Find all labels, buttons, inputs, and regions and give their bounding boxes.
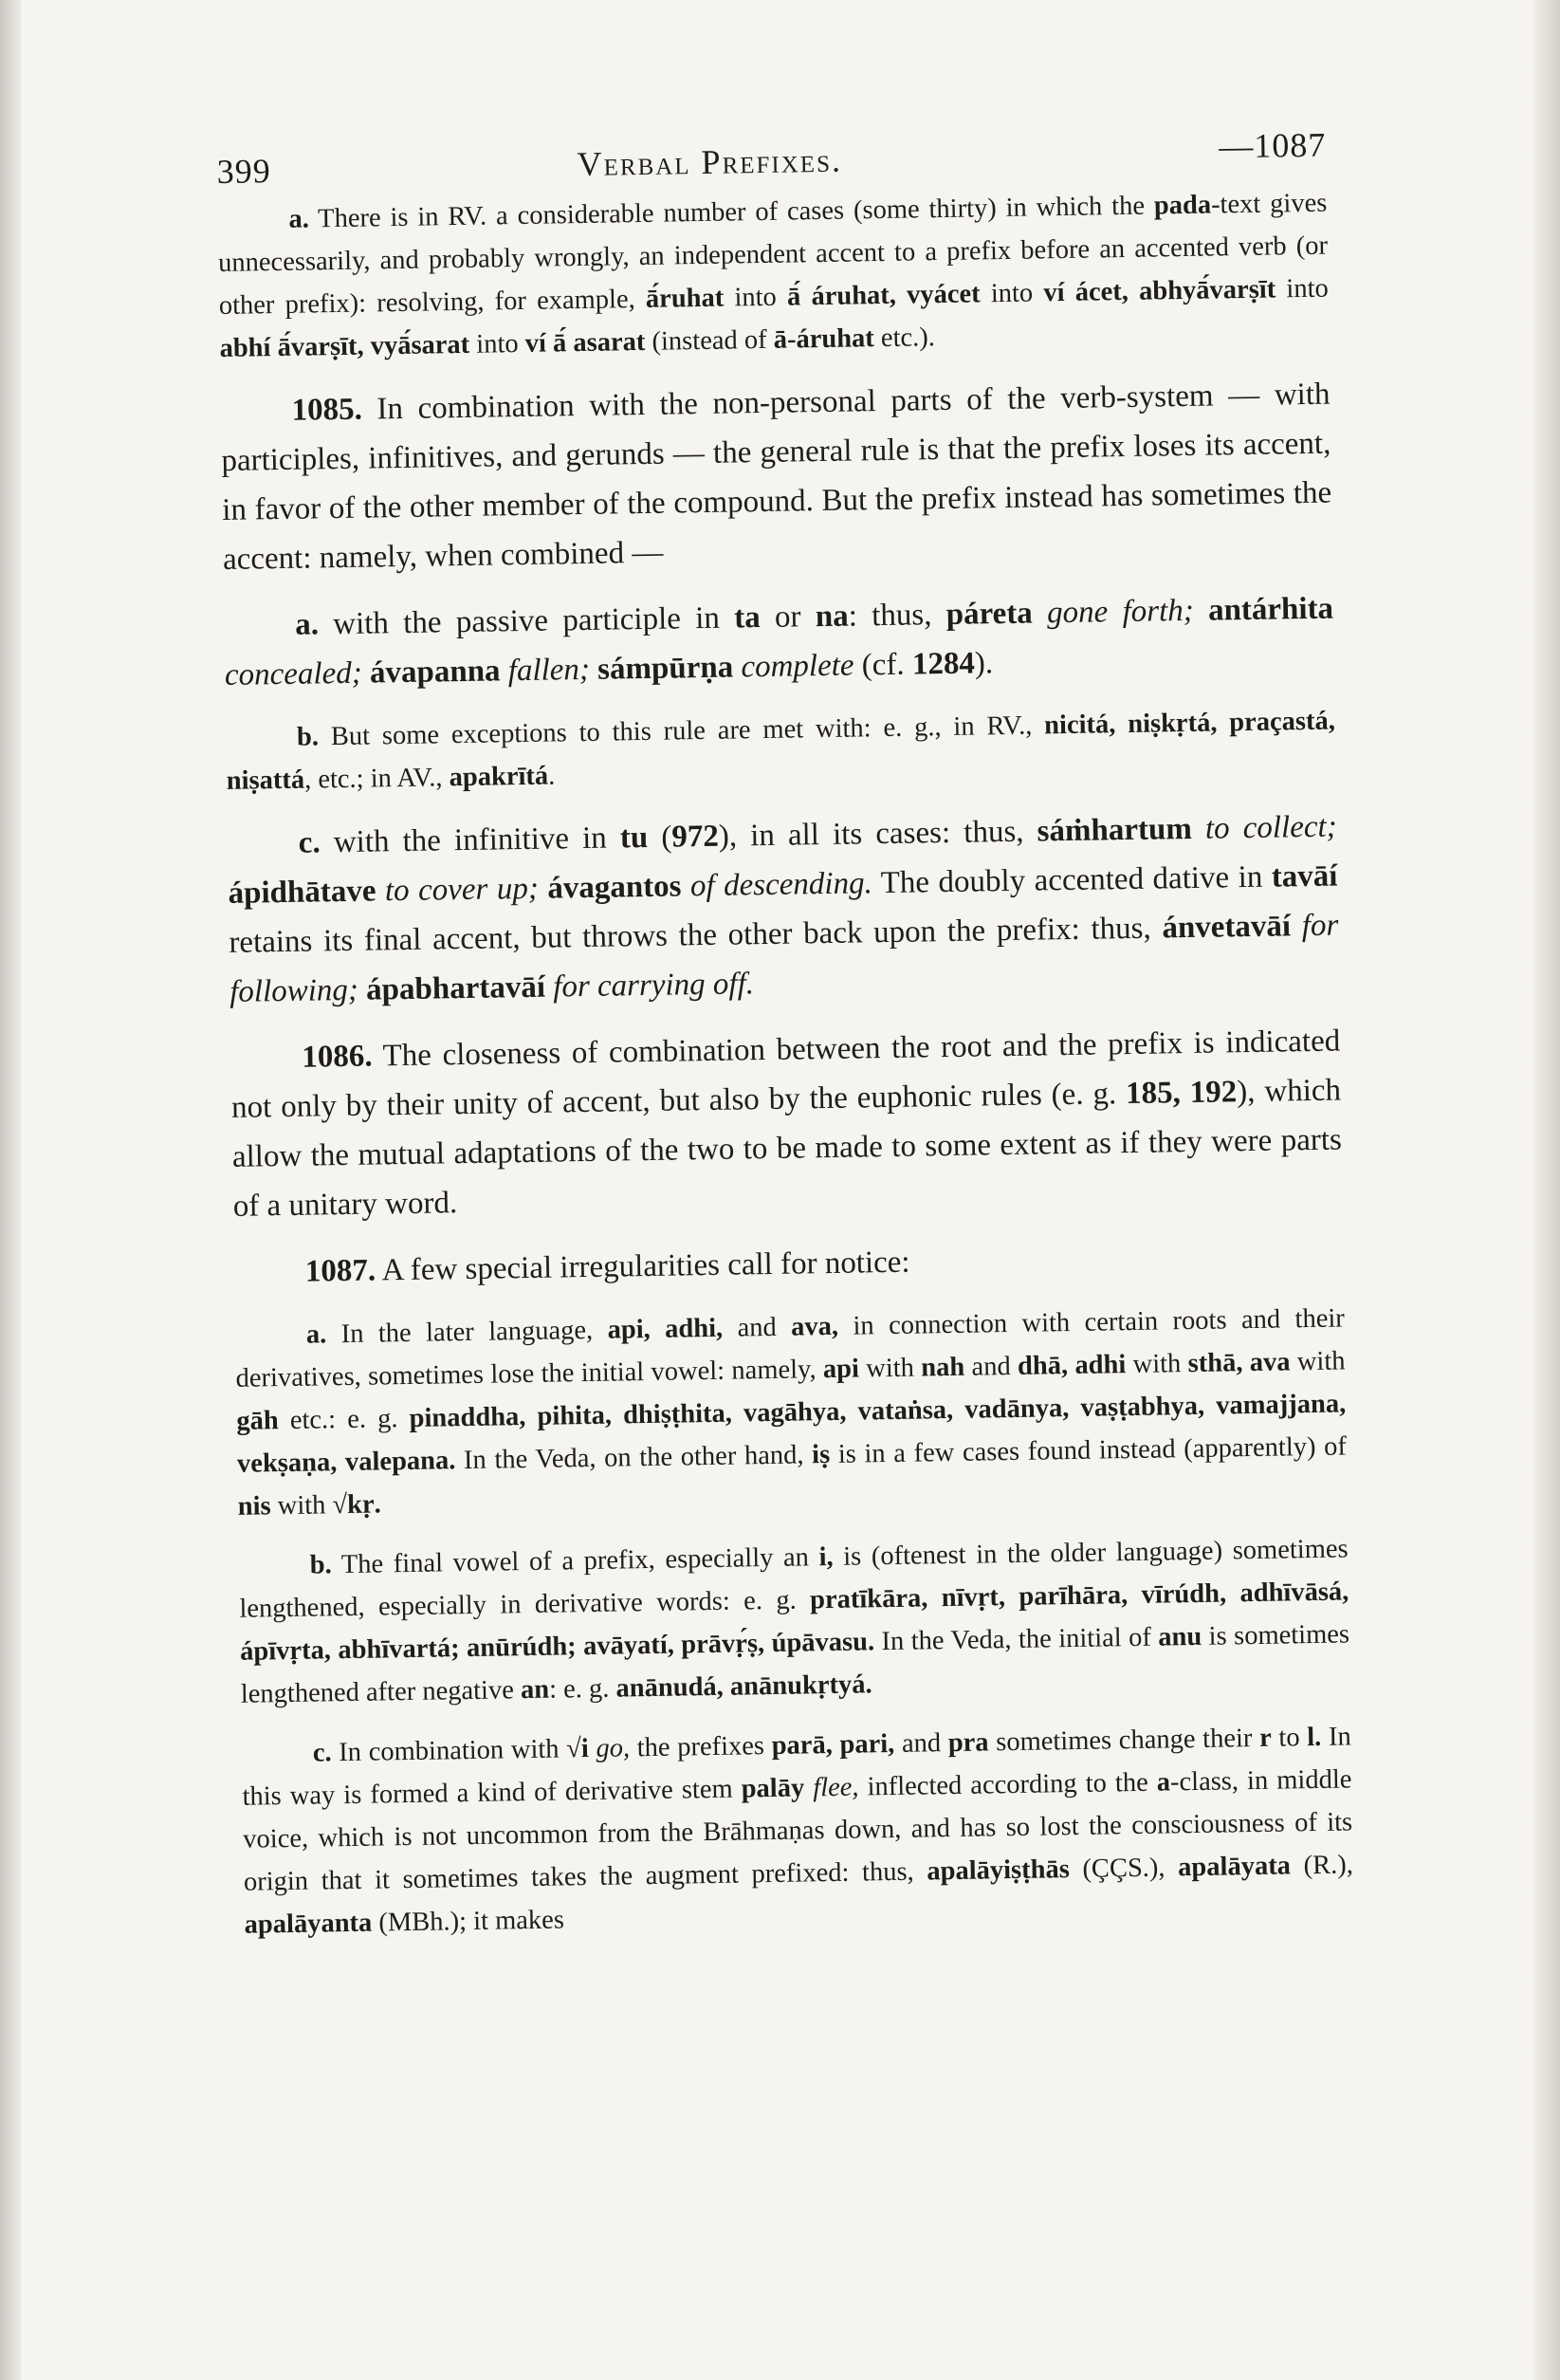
text-run: and <box>894 1728 949 1759</box>
text-run: ). <box>974 646 994 681</box>
bold-term: tu <box>619 820 649 856</box>
text-run: : e. g. <box>548 1673 616 1705</box>
bold-term: a. <box>305 1319 327 1350</box>
bold-term: a. <box>294 607 320 642</box>
bold-term: parā, pari, <box>771 1728 895 1762</box>
bold-term: nicitá, niṣkṛtá, praçastá, niṣattá <box>226 706 1336 796</box>
section-reference: —1087 <box>1219 125 1327 166</box>
section-number: 1085. <box>291 392 363 428</box>
bold-term: ā́ruhat <box>645 283 725 314</box>
text-run: (R.), <box>1290 1850 1354 1881</box>
bold-term: ápabhartavāí <box>365 969 546 1007</box>
text-run: . <box>547 761 556 791</box>
text-run: In the later language, <box>326 1315 608 1350</box>
bold-term: √kṛ. <box>332 1489 382 1521</box>
bold-term: abhí ā́varṣīt, vyā́sarat <box>219 329 470 363</box>
scan-gutter-left <box>0 0 21 2380</box>
bold-term: nis <box>237 1491 271 1522</box>
scan-gutter-right <box>1533 0 1560 2380</box>
text-run: and <box>964 1351 1019 1382</box>
text-run: etc.: e. g. <box>278 1403 410 1436</box>
bold-term: l. <box>1307 1722 1322 1753</box>
text-run: The closeness of combination between the root and the prefix is indicated not only by their unity of accent, but also by the euphonic rules (e. g. <box>230 1024 1341 1125</box>
text-run: (MBh.); it makes <box>372 1905 565 1938</box>
bold-term: ta <box>733 600 761 636</box>
bold-term: apakrītá <box>449 761 549 793</box>
bold-term: iṣ <box>811 1440 831 1470</box>
text-run: ), in all its cases: thus, <box>718 814 1037 854</box>
paragraph-p1087c <box>241 1715 1353 1946</box>
bold-term: ápidhātave <box>228 874 376 911</box>
text-run: with <box>858 1353 922 1384</box>
text-run: with the infinitive in <box>320 821 621 860</box>
bold-term: a. <box>288 204 310 234</box>
text-run: etc.). <box>873 323 936 354</box>
paragraph-p1086 <box>230 1017 1343 1231</box>
bold-term: nah <box>921 1352 965 1383</box>
bold-term: c. <box>312 1738 332 1768</box>
bold-term: pada <box>1153 190 1212 221</box>
bold-term: pratīkāra, nīvṛt, parīhāra, vīrúdh, adhīvāsá, ápīvṛta, abhīvartá; anūrúdh; avāyatí, prāvṛ́ṣ, úpāvasu. <box>239 1577 1349 1667</box>
italic-gloss: fallen; <box>500 652 598 689</box>
text-run: and <box>722 1312 792 1343</box>
text-run: : thus, <box>848 597 947 634</box>
bold-term: antárhita <box>1207 591 1334 628</box>
bold-term: tavāí <box>1271 858 1338 895</box>
bold-term: apalāyanta <box>244 1908 373 1940</box>
italic-gloss: to collect; <box>1191 809 1337 846</box>
bold-term: ví ácet, abhyā́varṣīt <box>1043 274 1276 308</box>
section-number: 1086. <box>302 1039 373 1075</box>
italic-gloss: flee, <box>803 1772 859 1803</box>
text-run: In combination with the non-personal parts of the verb-system — with participles, infinitives, and gerunds — the general rule is that the prefix loses its accent, in favor of the other member of the compound. But the prefix instead has sometimes the accent: namely, when combined — <box>221 377 1332 577</box>
text-run: into <box>980 278 1044 309</box>
text-run: with <box>270 1490 333 1522</box>
text-run: sometimes change their <box>988 1723 1260 1758</box>
italic-gloss: complete <box>732 648 854 685</box>
text-run: (ÇÇS.), <box>1069 1853 1179 1885</box>
bold-term: pra <box>947 1727 989 1759</box>
text-run: retains its final accent, but throws the other back upon the prefix: thus, <box>229 911 1163 960</box>
bold-term: ánvetavāí <box>1162 909 1292 946</box>
italic-gloss: of descending. <box>681 866 873 904</box>
italic-gloss: for carrying off. <box>544 967 755 1005</box>
text-run: with the passive participle in <box>318 600 735 642</box>
section-number: 1087. <box>304 1253 376 1289</box>
bold-term: i, <box>818 1541 834 1573</box>
italic-gloss: gone forth; <box>1032 593 1209 631</box>
bold-term: r <box>1258 1723 1272 1753</box>
text-run: In the Veda, on the other hand, <box>455 1440 813 1476</box>
paragraph-p1087b <box>238 1527 1350 1715</box>
bold-term: 972 <box>671 819 720 855</box>
paragraph-p1085b <box>226 700 1336 803</box>
bold-term: ávapanna <box>369 654 501 691</box>
text-run: the prefixes <box>629 1731 772 1763</box>
text-run: to <box>1271 1723 1308 1753</box>
text-run: In the Veda, the initial of <box>873 1622 1159 1657</box>
text-run: The final vowel of a prefix, especially an <box>331 1542 819 1580</box>
bold-term: palāy <box>741 1773 805 1804</box>
text-run: There is in RV. a considerable number of cases (some thirty) in which the <box>308 191 1155 234</box>
italic-gloss: to cover up; <box>376 871 548 909</box>
bold-term: sámpūrṇa <box>596 650 734 687</box>
text-run: is (oftenest in the older language) sometimes lengthened, especially in derivative words: e. g. <box>239 1534 1349 1624</box>
bold-term: sthā, ava <box>1187 1347 1291 1379</box>
text-run: or <box>760 600 817 636</box>
bold-term: apalāyiṣṭhās <box>927 1854 1071 1887</box>
text-run: in connection with certain roots and their derivatives, sometimes lose the initial vowel: namely, <box>235 1303 1346 1393</box>
paragraph-p1087a <box>235 1297 1348 1527</box>
bold-term: ā-áruhat <box>773 323 875 355</box>
bold-term: 185, 192 <box>1125 1075 1238 1112</box>
text-run: -class, in middle voice, which is not uncommon from the Brāhmaṇas down, and has so lost the consciousness of its origin that it sometimes takes the augment prefixed: thus, <box>243 1764 1353 1897</box>
bold-term: ávagantos <box>547 869 682 906</box>
text-run: -text gives unnecessarily, and probably wrongly, an independent accent to a prefix before an accented verb (or other prefix): resolving, for example, <box>217 188 1329 321</box>
bold-term: api <box>822 1354 860 1385</box>
bold-term: api, adhi, <box>607 1313 724 1345</box>
bold-term: an <box>520 1674 550 1706</box>
bold-term: a <box>1156 1767 1171 1798</box>
text-run: inflected according to the <box>858 1767 1157 1802</box>
italic-gloss: go, <box>588 1733 631 1764</box>
bold-term: b. <box>309 1550 332 1580</box>
text-run: into <box>468 328 525 360</box>
bold-term: ava, <box>790 1311 839 1342</box>
text-run: In combination with <box>331 1734 567 1768</box>
bold-term: páreta <box>945 596 1034 632</box>
bold-term: sáṁhartum <box>1037 811 1193 849</box>
text-run: with <box>1290 1346 1346 1377</box>
text-run: The doubly accented dative in <box>872 859 1273 901</box>
bold-term: b. <box>296 722 320 752</box>
text-run: But some exceptions to this rule are met with: e. g., in RV., <box>318 710 1045 752</box>
italic-gloss: for following; <box>229 908 1339 1009</box>
bold-term: na <box>815 599 849 635</box>
bold-term: pinaddha, pihita, dhiṣṭhita, vagāhya, vataṅsa, vadānya, vaṣṭabhya, vamajjana, vekṣaṇa, valepana. <box>236 1389 1347 1479</box>
text-run: into <box>1275 273 1329 304</box>
text-run: (cf. <box>853 647 913 683</box>
bold-term: √i <box>565 1734 590 1764</box>
bold-term: gāh <box>236 1406 279 1436</box>
bold-term: c. <box>298 825 321 860</box>
bold-term: 1284 <box>911 646 976 682</box>
text-run: (instead of <box>645 324 774 357</box>
bold-term: ví ā́ asarat <box>524 326 646 359</box>
body-text <box>217 182 1354 1946</box>
paragraph-p1085c <box>227 803 1339 1017</box>
paragraph-p1085a-note <box>217 182 1330 370</box>
bold-term: anu <box>1158 1621 1202 1652</box>
bold-term: anānudá, anānukṛtyá. <box>615 1670 872 1704</box>
text-run: into <box>724 282 788 313</box>
text-run: ( <box>647 820 672 855</box>
text-run: is sometimes lengthened after negative <box>240 1619 1350 1709</box>
text-run: is in a few cases found instead (apparently) of <box>829 1431 1348 1470</box>
bold-term: dhā, adhi <box>1017 1350 1127 1381</box>
text-run: , etc.; in AV., <box>303 763 450 795</box>
text-run: ), which allow the mutual adaptations of the two to be made to some extent as if they were parts of a unitary word. <box>231 1073 1343 1224</box>
text-run: with <box>1126 1349 1188 1380</box>
text-run: A few special irregularities call for notice: <box>375 1245 910 1288</box>
bold-term: apalāyata <box>1177 1851 1292 1883</box>
running-title: Verbal Prefixes. <box>577 140 843 184</box>
paragraph-p1085a <box>224 584 1334 700</box>
paragraph-p1085 <box>220 370 1332 584</box>
italic-gloss: concealed; <box>224 655 371 692</box>
paragraph-p1087 <box>233 1230 1344 1297</box>
bold-term: ā́ áruhat, vyácet <box>786 279 981 312</box>
book-page <box>216 116 1354 1956</box>
page-number: 399 <box>216 152 271 191</box>
text-run: In this way is formed a kind of derivative stem <box>242 1722 1351 1812</box>
